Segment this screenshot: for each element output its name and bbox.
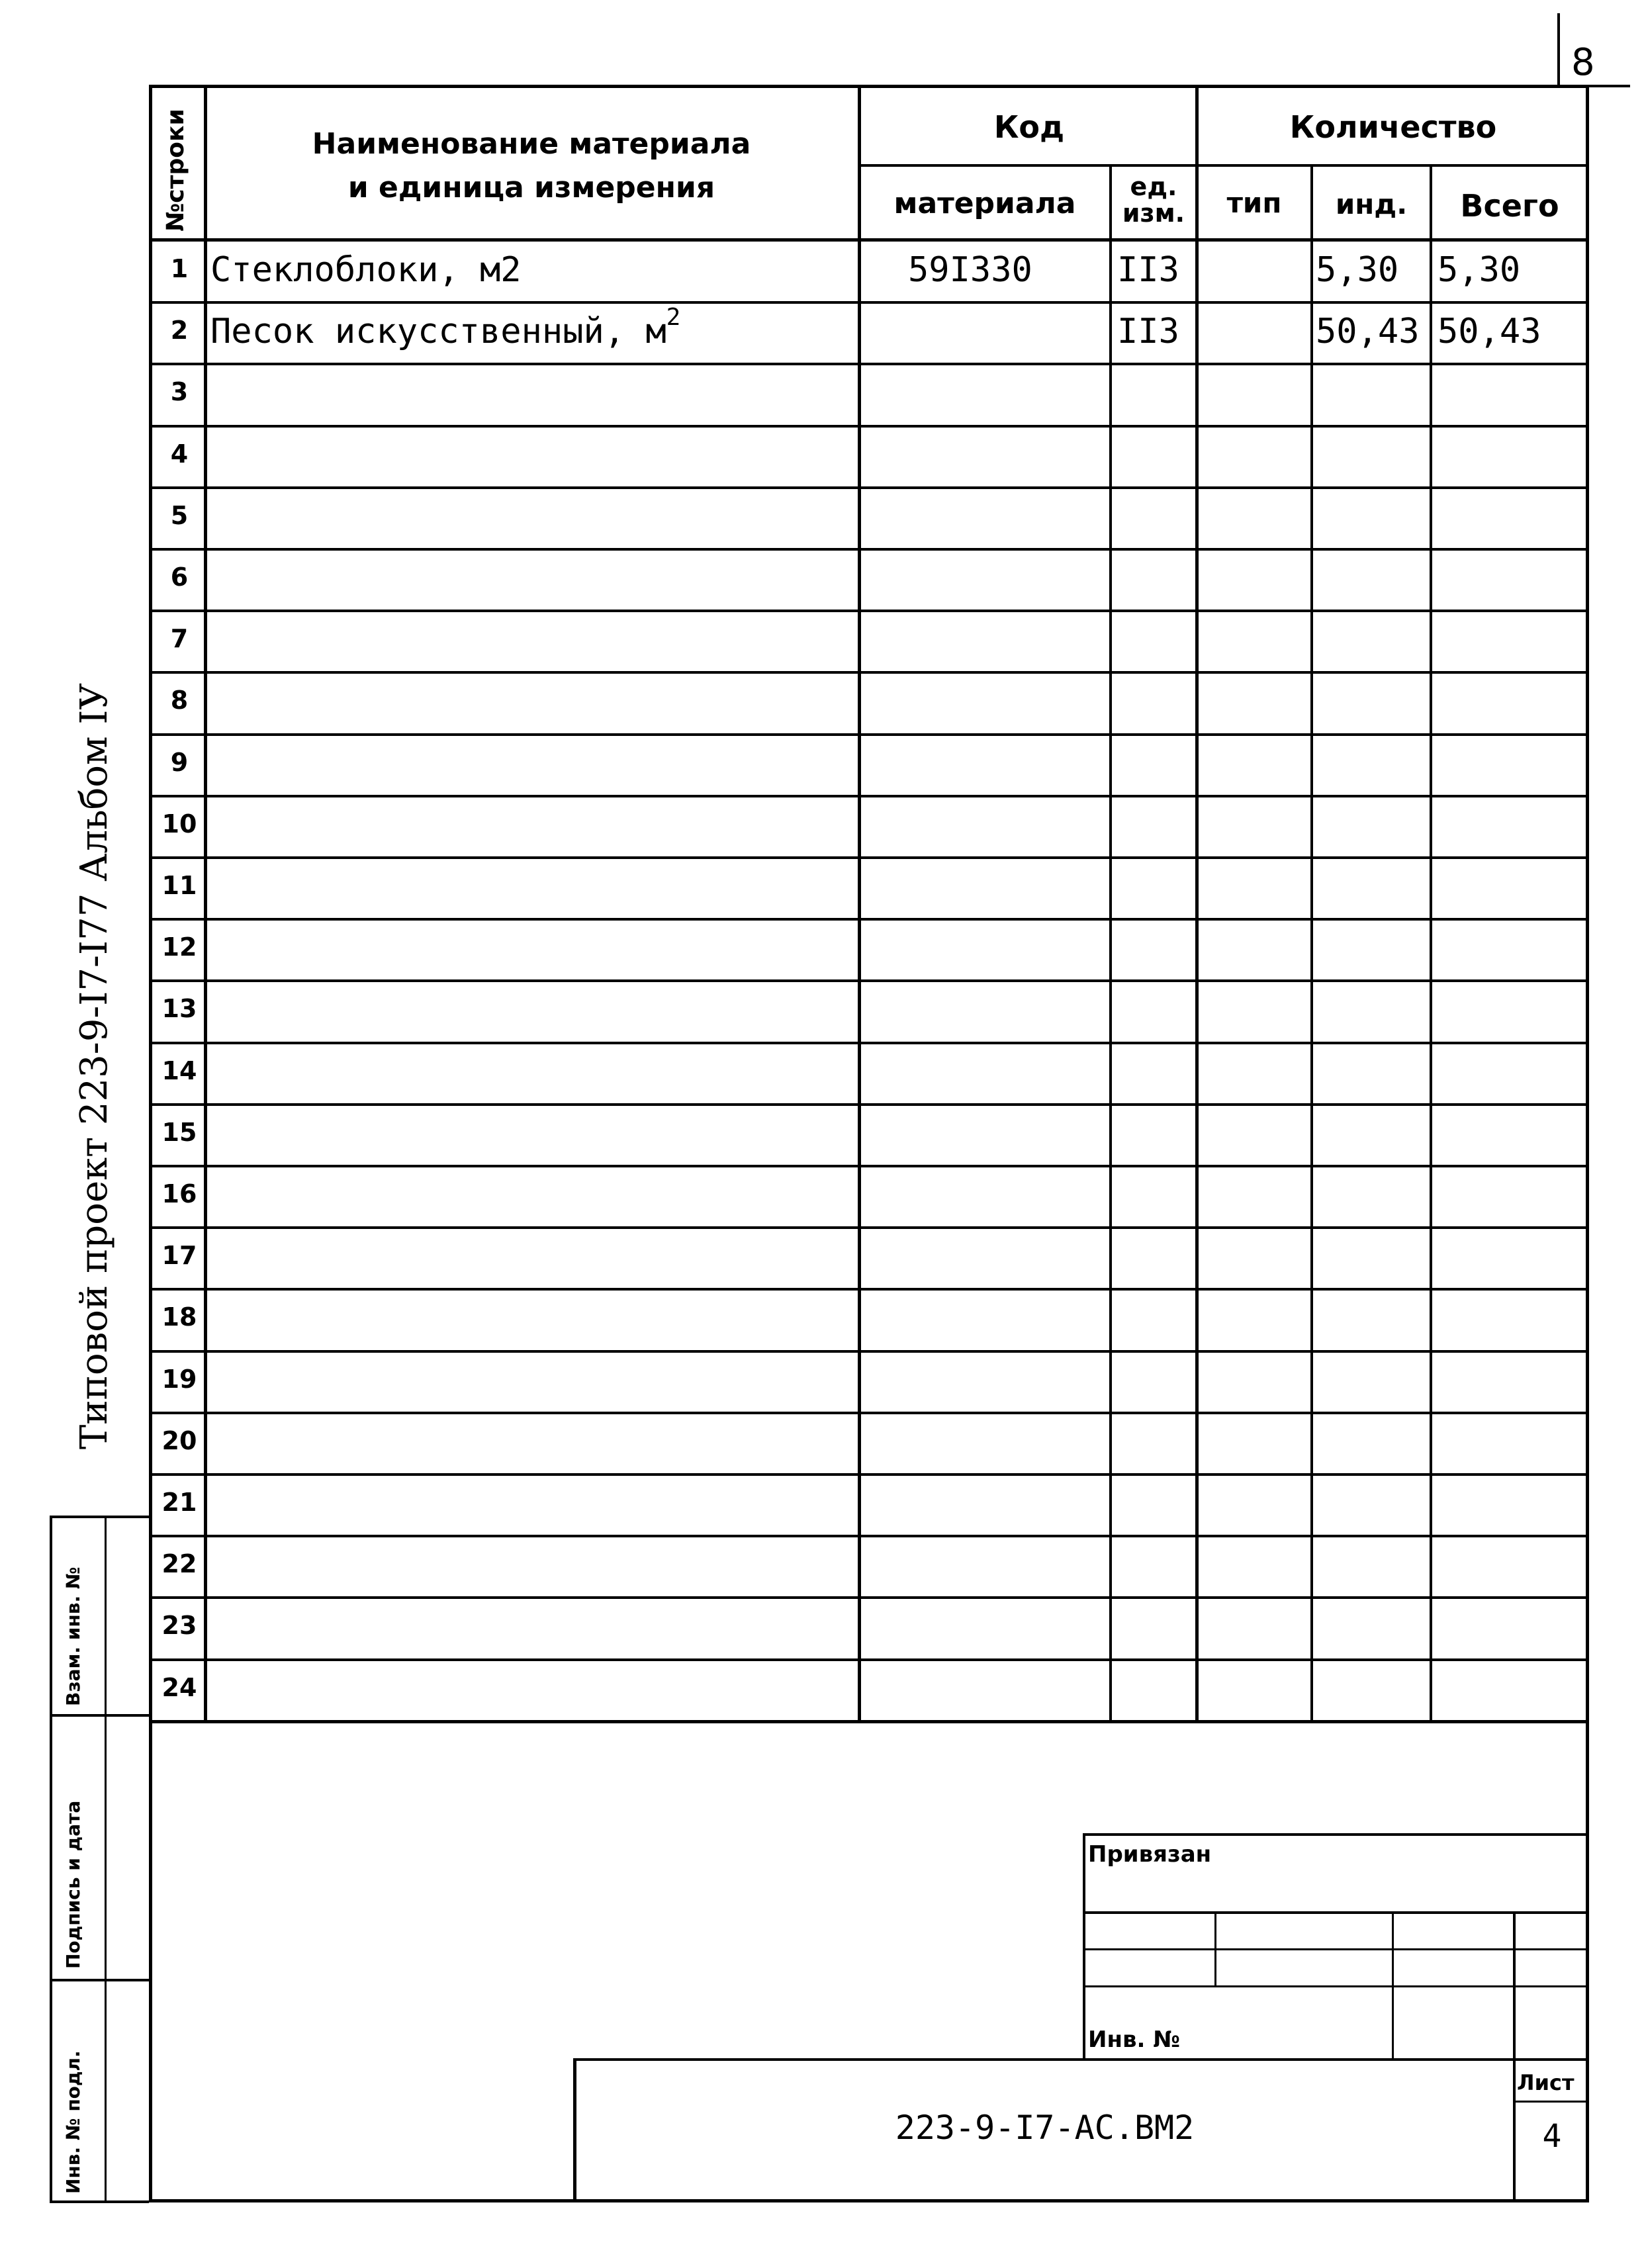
material-name: Стеклоблоки, м2 (210, 250, 522, 290)
titleblock-vline-2 (1392, 1911, 1394, 2058)
row-line (149, 1658, 1589, 1661)
stamp-column-bottom (50, 2200, 149, 2203)
privyazan-label: Привязан (1088, 1841, 1212, 1868)
qty-total: 5,30 (1438, 250, 1521, 290)
row-line (149, 795, 1589, 797)
list-label: Лист (1517, 2070, 1575, 2095)
header-kod: Код (993, 109, 1065, 145)
frame-left (149, 85, 152, 2202)
header-material: материала (893, 187, 1076, 220)
col-line-code (1109, 164, 1112, 1721)
inv-no-label: Инв. № (1088, 2026, 1181, 2053)
titleblock-left (1083, 1833, 1085, 2060)
row-line (149, 1350, 1589, 1353)
qty-total: 50,43 (1438, 312, 1541, 351)
row-line (149, 1596, 1589, 1599)
row-number: 6 (170, 563, 189, 592)
titleblock-line-4 (576, 2058, 1589, 2061)
row-number: 24 (161, 1673, 197, 1702)
stamp-divider-1 (50, 1714, 149, 1717)
row-line (149, 486, 1589, 489)
row-number: 1 (170, 254, 189, 283)
stamp-column-mid-border (105, 1516, 107, 2202)
row-line (149, 1226, 1589, 1229)
row-number: 12 (161, 932, 197, 962)
row-line (149, 610, 1589, 612)
row-number: 19 (161, 1365, 197, 1394)
row-line (149, 1720, 1589, 1723)
header-ind: инд. (1335, 188, 1408, 220)
row-number: 8 (170, 686, 189, 715)
header-name-line1: Наименование материала (312, 127, 751, 161)
qty-ind: 5,30 (1316, 250, 1399, 290)
row-number: 2 (170, 316, 189, 345)
page-number-divider (1557, 13, 1560, 86)
titleblock-top (1083, 1833, 1589, 1836)
header-vsego: Всего (1460, 188, 1559, 224)
titleblock-vline-1 (1214, 1911, 1216, 1987)
frame-top (149, 85, 1589, 88)
row-number: 7 (170, 624, 189, 653)
header-ed-izm-2: изм. (1122, 199, 1185, 228)
row-line (149, 1473, 1589, 1476)
header-row-no: №строки (162, 109, 189, 232)
row-line (149, 301, 1589, 304)
row-number: 18 (161, 1302, 197, 1332)
row-number: 5 (170, 501, 189, 530)
header-name-line2: и единица измерения (347, 171, 715, 204)
row-line (149, 1412, 1589, 1414)
material-unit-superscript: 2 (666, 304, 681, 331)
row-number: 23 (161, 1611, 197, 1640)
stamp-inv-podl: Инв. № подл. (62, 2050, 84, 2194)
row-line (149, 1103, 1589, 1106)
unit-code: II3 (1117, 312, 1179, 351)
stamp-divider-2 (50, 1979, 149, 1981)
row-line (149, 733, 1589, 736)
doc-code: 223-9-I7-АС.ВМ2 (895, 2109, 1195, 2147)
row-number: 9 (170, 748, 189, 777)
material-name: Песок искусственный, м (210, 312, 666, 351)
header-kolichestvo: Количество (1289, 109, 1497, 145)
titleblock-vline-3 (1513, 1911, 1516, 2202)
row-line (149, 979, 1589, 982)
qty-ind: 50,43 (1316, 312, 1420, 351)
row-line (149, 1165, 1589, 1167)
stamp-column-top (50, 1516, 149, 1518)
row-number: 17 (161, 1241, 197, 1270)
row-line (149, 548, 1589, 551)
stamp-podpis-data: Подпись и дата (62, 1800, 84, 1969)
unit-code: II3 (1117, 250, 1179, 290)
col-line-tip (1310, 164, 1313, 1721)
header-tip: тип (1226, 187, 1282, 219)
row-line (149, 856, 1589, 859)
row-line (149, 1288, 1589, 1291)
row-line (149, 918, 1589, 921)
side-title: Типовой проект 223-9-I7-I77 Альбом IУ (73, 683, 116, 1449)
row-line (149, 671, 1589, 674)
header-bottom-line (149, 238, 1589, 242)
col-line-ind (1430, 164, 1432, 1721)
list-label-line (1513, 2101, 1589, 2103)
row-number: 10 (161, 809, 197, 839)
header-ed-izm-1: ед. (1130, 172, 1177, 201)
row-number: 16 (161, 1179, 197, 1208)
page-number: 8 (1571, 41, 1595, 84)
stamp-zam-inv: Взам. инв. № (62, 1566, 84, 1706)
row-number: 11 (161, 871, 197, 900)
row-number: 13 (161, 994, 197, 1023)
row-line (149, 363, 1589, 365)
row-number: 21 (161, 1488, 197, 1517)
stamp-column-left-border (50, 1516, 52, 2202)
row-number: 14 (161, 1056, 197, 1085)
list-value: 4 (1542, 2118, 1562, 2155)
frame-right (1586, 85, 1589, 2202)
frame-bottom (149, 2199, 1589, 2202)
row-line (149, 1535, 1589, 1537)
row-number: 15 (161, 1118, 197, 1147)
row-line (149, 425, 1589, 428)
row-line (149, 1042, 1589, 1044)
material-code: 59I330 (908, 250, 1032, 290)
header-mid-line (858, 164, 1588, 167)
row-number: 22 (161, 1549, 197, 1578)
row-number: 3 (170, 377, 189, 406)
row-number: 4 (170, 439, 189, 469)
row-number: 20 (161, 1426, 197, 1455)
